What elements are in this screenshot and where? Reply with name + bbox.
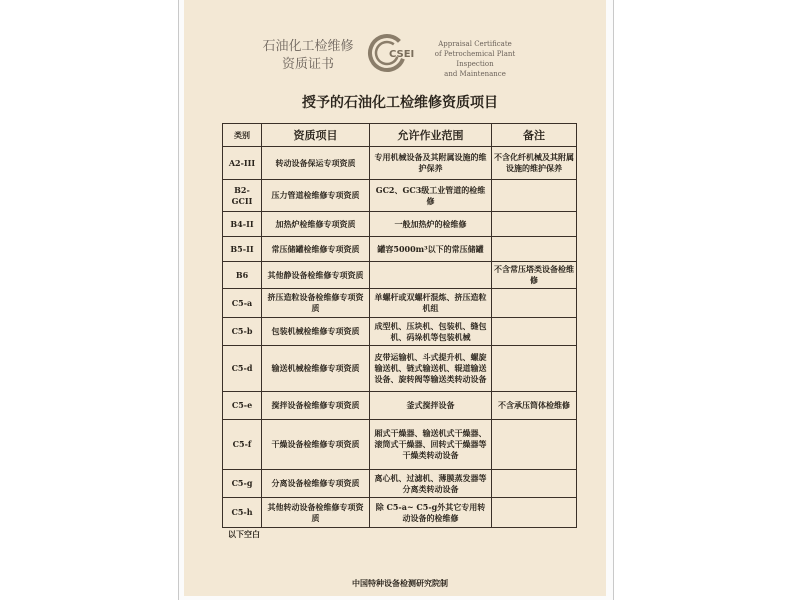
category-cell: B5-II <box>223 237 262 262</box>
category-cell: C5-b <box>223 318 262 346</box>
scope-cell: 厢式干燥器、输送机式干燥器、滚筒式干燥器、回转式干燥器等干燥类转动设备 <box>370 420 492 470</box>
item-cell: 压力管道检维修专项资质 <box>262 180 370 212</box>
item-cell: 干燥设备检维修专项资质 <box>262 420 370 470</box>
note-cell <box>492 346 577 392</box>
en-title-line: Appraisal Certificate <box>438 40 512 48</box>
note-cell <box>492 420 577 470</box>
category-cell: C5-d <box>223 346 262 392</box>
category-cell: C5-g <box>223 470 262 498</box>
table-row <box>223 147 577 180</box>
item-cell: 其他转动设备检维修专项资质 <box>262 498 370 528</box>
note-cell <box>492 498 577 528</box>
qualification-table <box>222 123 577 528</box>
note-cell <box>492 237 577 262</box>
scope-cell: 一般加热炉的检维修 <box>370 212 492 237</box>
column-header-item: 资质项目 <box>262 124 370 147</box>
en-title-line: and Maintenance <box>444 70 506 78</box>
table-row <box>223 420 577 470</box>
table-row <box>223 212 577 237</box>
category-cell: A2-III <box>223 147 262 180</box>
category-cell: B4-II <box>223 212 262 237</box>
scope-cell: 专用机械设备及其附属设施的维护保养 <box>370 147 492 180</box>
item-cell: 分离设备检维修专项资质 <box>262 470 370 498</box>
table-row <box>223 498 577 528</box>
scope-cell: 釜式搅拌设备 <box>370 392 492 420</box>
scope-cell: 成型机、压块机、包装机、缝包机、码垛机等包装机械 <box>370 318 492 346</box>
scope-cell <box>370 262 492 289</box>
scope-cell: 皮带运输机、斗式提升机、螺旋输送机、链式输送机、辊道输送设备、旋转阀等输送类转动设备 <box>370 346 492 392</box>
item-cell: 包装机械检维修专项资质 <box>262 318 370 346</box>
blank-below-note: 以下空白 <box>228 529 260 539</box>
note-cell <box>492 212 577 237</box>
cn-certificate-title <box>258 38 358 74</box>
cn-title-line: 石油化工检维修 <box>262 39 354 54</box>
column-header-note: 备注 <box>492 124 577 147</box>
category-cell: C5-e <box>223 392 262 420</box>
page-heading: 授予的石油化工检维修资质项目 <box>302 95 498 111</box>
note-cell: 不含化纤机械及其附属设施的维护保养 <box>492 147 577 180</box>
table-row <box>223 180 577 212</box>
item-cell: 挤压造粒设备检维修专项资质 <box>262 289 370 318</box>
en-title-line: of Petrochemical Plant Inspection <box>434 50 516 68</box>
scope-cell: 离心机、过滤机、薄膜蒸发器等分离类转动设备 <box>370 470 492 498</box>
table-row <box>223 318 577 346</box>
item-cell: 其他静设备检维修专项资质 <box>262 262 370 289</box>
table-row <box>223 237 577 262</box>
table-header-row <box>223 124 577 147</box>
table-row <box>223 346 577 392</box>
table-row <box>223 262 577 289</box>
note-cell <box>492 318 577 346</box>
item-cell: 加热炉检维修专项资质 <box>262 212 370 237</box>
column-header-category: 类别 <box>223 124 262 147</box>
item-cell: 输送机械检维修专项资质 <box>262 346 370 392</box>
scope-cell: GC2、GC3级工业管道的检维修 <box>370 180 492 212</box>
note-cell: 不含常压塔类设备检维修 <box>492 262 577 289</box>
issuer-footer: 中国特种设备检测研究院制 <box>352 578 448 588</box>
scope-cell: 除 C5-a~ C5-g外其它专用转动设备的检维修 <box>370 498 492 528</box>
table-row <box>223 470 577 498</box>
table-row <box>223 289 577 318</box>
scope-cell: 罐容5000m³以下的常压储罐 <box>370 237 492 262</box>
cn-title-line: 资质证书 <box>281 57 334 72</box>
category-cell: B6 <box>223 262 262 289</box>
note-cell <box>492 180 577 212</box>
category-cell: C5-f <box>223 420 262 470</box>
item-cell: 转动设备保运专项资质 <box>262 147 370 180</box>
item-cell: 常压储罐检维修专项资质 <box>262 237 370 262</box>
category-cell: C5-h <box>223 498 262 528</box>
note-cell <box>492 470 577 498</box>
en-certificate-title <box>420 39 530 79</box>
note-cell: 不含承压筒体检维修 <box>492 392 577 420</box>
category-cell: B2-GCII <box>223 180 262 212</box>
item-cell: 搅拌设备检维修专项资质 <box>262 392 370 420</box>
category-cell: C5-a <box>223 289 262 318</box>
table-row <box>223 392 577 420</box>
note-cell <box>492 289 577 318</box>
column-header-scope: 允许作业范围 <box>370 124 492 147</box>
csei-logo-icon <box>367 33 415 73</box>
svg-text:CSEI: CSEI <box>389 49 415 60</box>
scope-cell: 单螺杆或双螺杆混炼、挤压造粒机组 <box>370 289 492 318</box>
